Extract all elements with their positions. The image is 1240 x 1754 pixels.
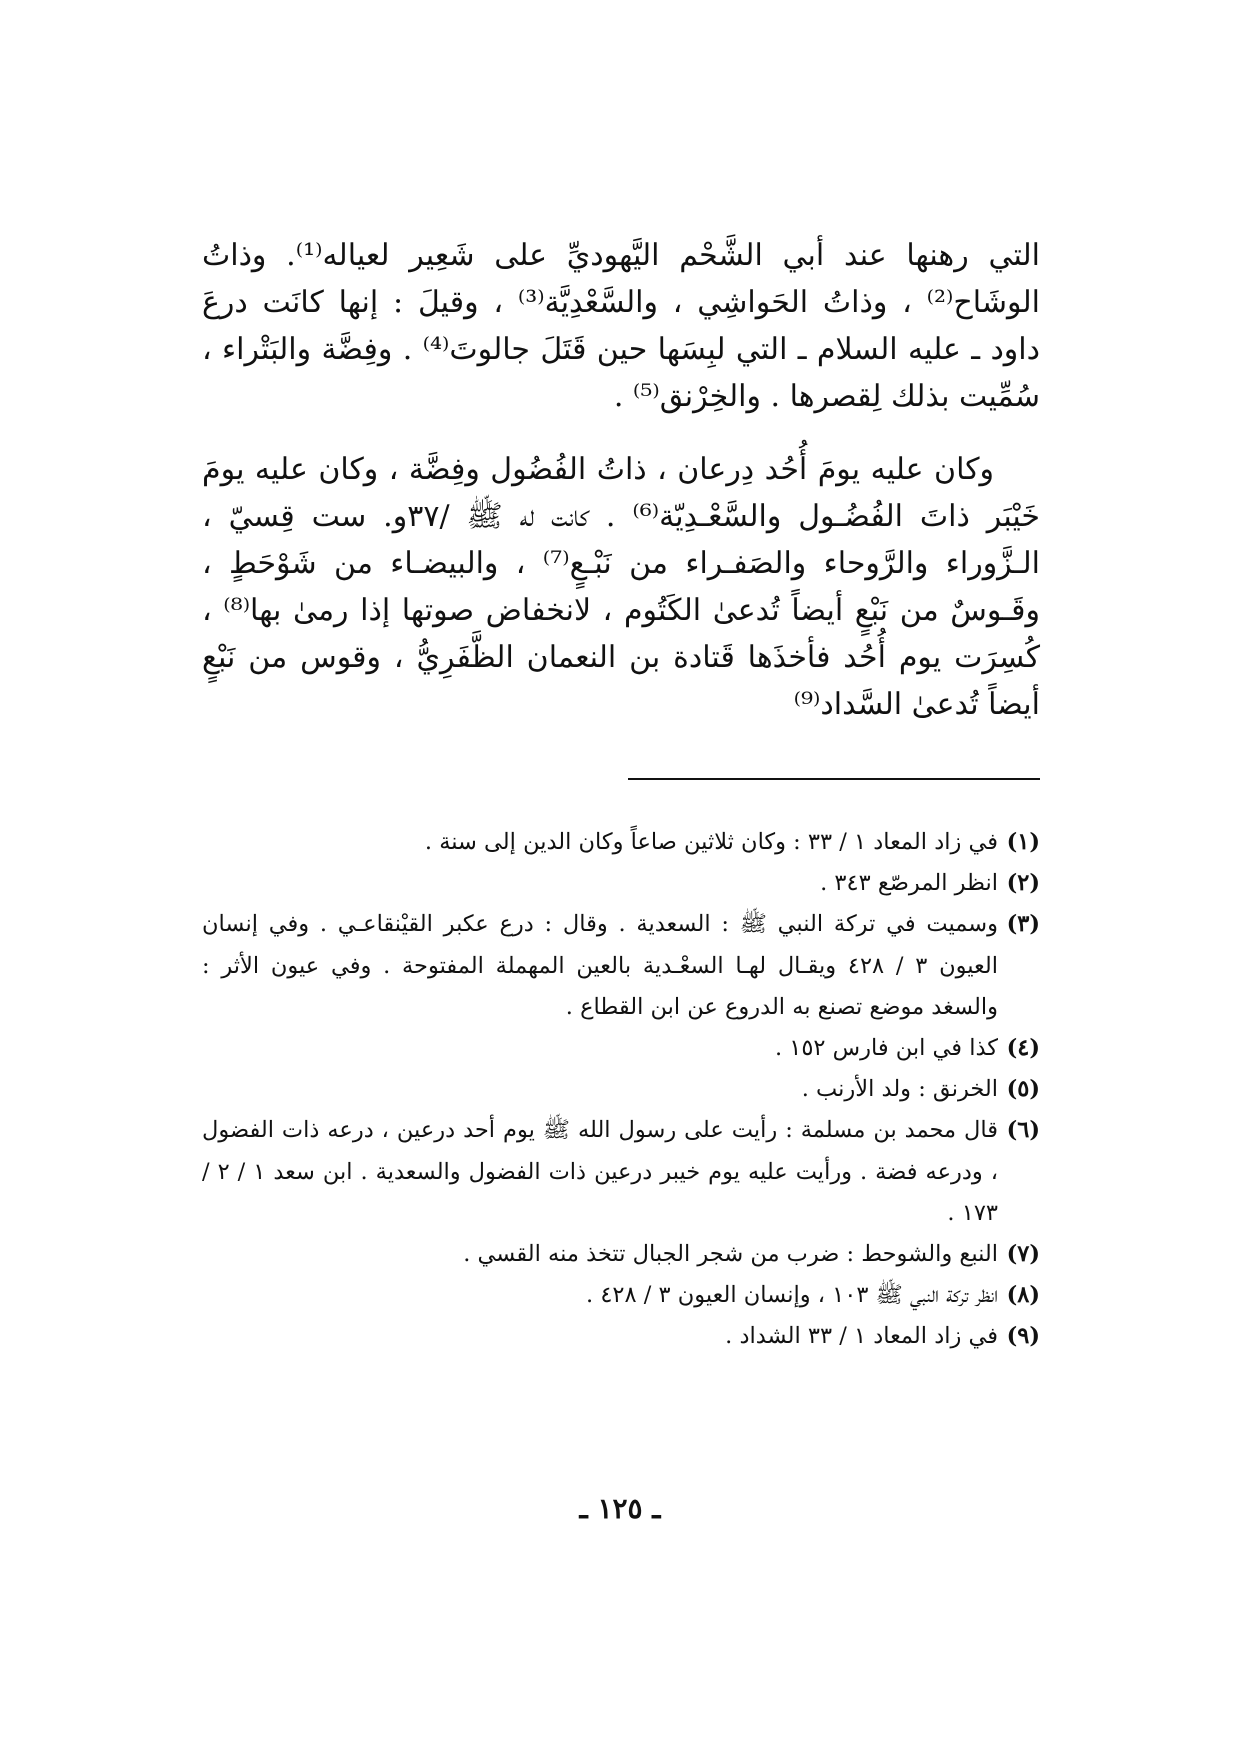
footnote-number: (٧) xyxy=(1006,1241,1040,1268)
main-text xyxy=(202,232,1040,728)
footnote xyxy=(202,1316,1040,1357)
footnote xyxy=(202,822,1040,863)
footnote-text: انظر المرصّع ٣٤٣ . xyxy=(820,870,998,897)
footnote-number: (٤) xyxy=(1006,1035,1040,1062)
footnote-text: الخرنق : ولد الأرنب . xyxy=(801,1076,998,1103)
footnote xyxy=(202,1234,1040,1275)
footnote-text: كذا في ابن فارس ١٥٢ . xyxy=(774,1035,998,1062)
footnote-text: في زاد المعاد ١ / ٣٣ الشداد . xyxy=(725,1323,998,1350)
footnote xyxy=(202,904,1040,1028)
body-paragraph: التي رهنها عند أبي الشَّحْم اليَّهوديِّ على شَعِير لعياله⁽¹⁾. وذاتُ الوشَاح⁽²⁾ ، وذاتُ الحَواشِي ، والسَّعْدِيَّة⁽³⁾ ، وقيلَ : إنها كانَت درعَ داود ـ عليه السلام ـ التي لبِسَها حين قَتَلَ جالوتَ⁽⁴⁾ . وفِضَّة والبَتْراء ، سُمِّيت بذلك لِقصرها . والخِرْنق⁽⁵⁾ . xyxy=(202,238,1041,414)
footnote xyxy=(202,1275,1040,1316)
footnote-number: (٦) xyxy=(1006,1117,1040,1144)
footnote-separator xyxy=(628,778,1040,780)
page-number: ـ ١٢٥ ـ xyxy=(579,1492,661,1525)
footnote-text: قال محمد بن مسلمة : رأيت على رسول الله ﷺ يوم أحد درعين ، درعه ذات الفضول ، ودرعه فضة . ورأيت عليه يوم خيبر درعين ذات الفضول والسعدية . ابن سعد ١ / ٢ / ١٧٣ . xyxy=(202,1117,999,1226)
footnote xyxy=(202,863,1040,904)
footnote-number: (٥) xyxy=(1006,1076,1040,1103)
footnote-number: (١) xyxy=(1006,829,1040,855)
footnote-text: انظر تركة النبي ﷺ ١٠٣ ، وإنسان العيون ٣ / ٤٢٨ . xyxy=(586,1282,998,1309)
footnote-text: النبع والشوحط : ضرب من شجر الجبال تتخذ منه القسي . xyxy=(463,1241,998,1268)
footnote-text: وسميت في تركة النبي ﷺ : السعدية . وقال : درع عكبر القيْنقاعـي . وفي إنسان العيون ٣ / ٤٢٨ ويقـال لهـا السعْـدية بالعين المهملة المفتوحة . وفي عيون الأثر : والسغد موضع تصنع به الدروع عن ابن القطاع . xyxy=(202,911,998,1020)
footnotes xyxy=(202,822,1040,1358)
footnote xyxy=(202,1110,1040,1234)
footnote-number: (٩) xyxy=(1006,1323,1040,1350)
footnote-text: في زاد المعاد ١ / ٣٣ : وكان ثلاثين صاعاً وكان الدين إلى سنة . xyxy=(424,829,998,855)
footnote xyxy=(202,1069,1040,1110)
body-paragraph: وكان عليه يومَ أُحُد دِرعان ، ذاتُ الفُضُول وفِضَّة ، وكان عليه يومَ خَيْبَر ذاتَ الفُضُـول والسَّعْـدِيّة⁽⁶⁾ . كانت له ﷺ /٣٧و. ست قِسيّ ، الـزَّوراء والرَّوحاء والصَفـراء من نَبْـعٍ⁽⁷⁾ ، والبيضـاء من شَوْحَطٍ ، وقَـوسٌ من نَبْعٍ أيضاً تُدعىٰ الكَتُوم ، لانخفاض صوتها إذا رمىٰ بها⁽⁸⁾ ، كُسِرَت يوم أُحُد فأخذَها قَتادة بن النعمان الظَّفَرِيُّ ، وقوس من نَبْعٍ أيضاً تُدعىٰ السَّداد⁽⁹⁾ xyxy=(202,452,1040,722)
footnote-number: (٣) xyxy=(1006,911,1040,938)
footnote-number: (٢) xyxy=(1006,870,1040,897)
footnote xyxy=(202,1028,1040,1069)
footnote-number: (٨) xyxy=(1006,1282,1040,1309)
